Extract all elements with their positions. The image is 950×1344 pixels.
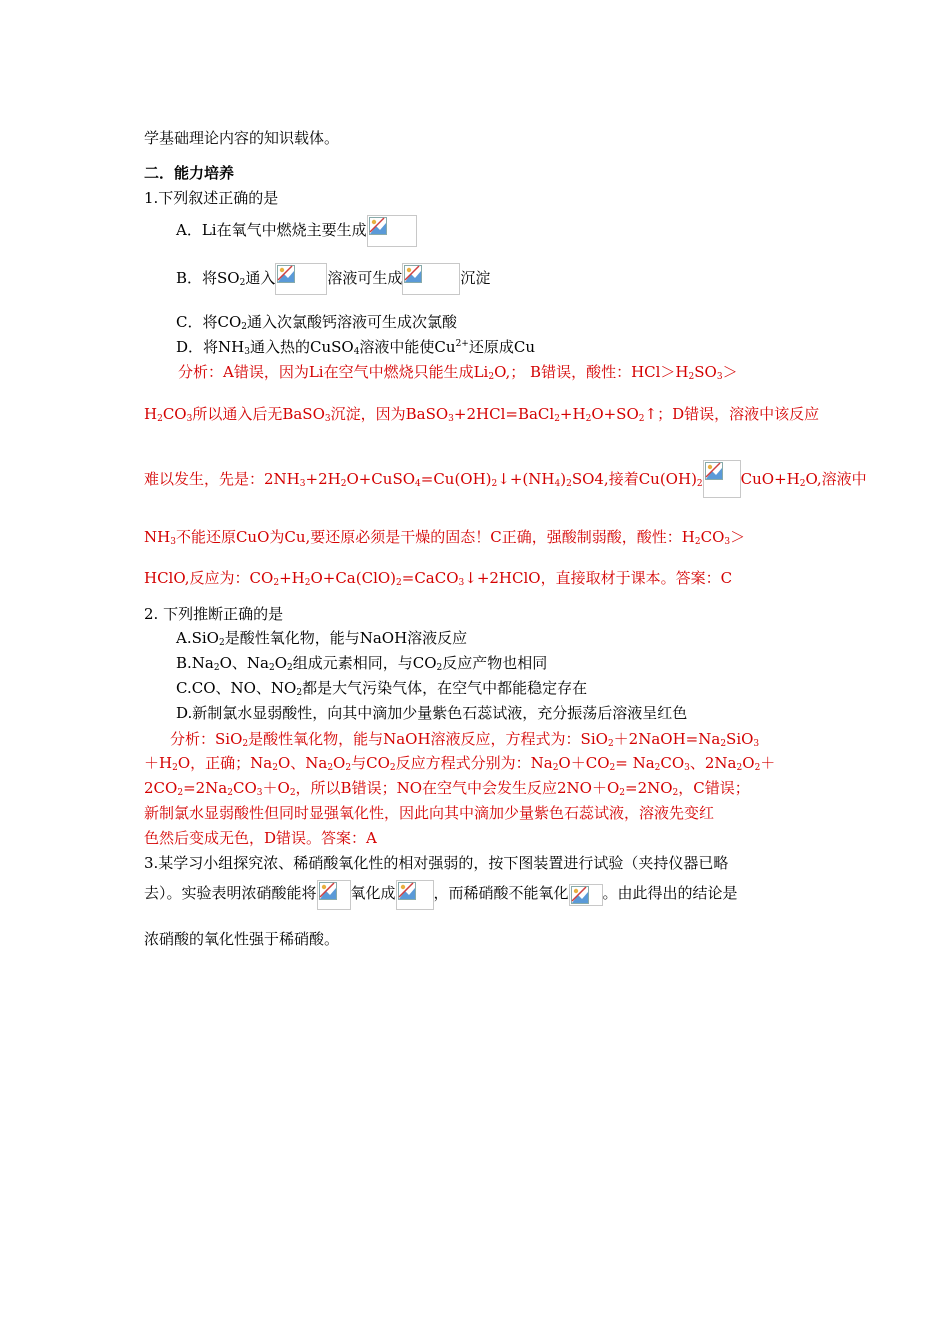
q2-option-a: A.SiO$_2$是酸性氧化物，能与NaOH溶液反应 (176, 629, 468, 648)
q2-stem: 2. 下列推断正确的是 (144, 605, 284, 623)
broken-image-icon (369, 217, 387, 235)
intro-text: 学基础理论内容的知识载体。 (144, 129, 340, 147)
q1-analysis-line-3: 难以发生，先是：$2NH_3+2H_2O+CuSO_4=Cu(OH)_2↓+(NH_4)_2SO4$,接着$Cu(OH)_2$ $CuO+H_2O$,溶液中 (144, 469, 867, 498)
formula-image-placeholder (396, 880, 434, 910)
q2-analysis-line-3: $2CO_2=2Na_2CO_3+O_2$，所以B错误；NO在空气中会发生反应$2NO+O_2=2NO_2$，C错误； (144, 779, 750, 798)
q2-analysis-line-5: 色然后变成无色，D错误。答案：A (144, 829, 377, 847)
broken-image-icon (319, 882, 337, 900)
formula-image-placeholder (569, 884, 603, 906)
q1-analysis-line-1: 分析：A错误，因为Li在空气中燃烧只能生成$Li_2O$,； B错误，酸性：$HCl>H_2SO_3>$ (178, 363, 738, 382)
formula-image-placeholder (402, 263, 460, 295)
section-title: 二．能力培养 (144, 164, 235, 182)
q1-analysis-line-4: $NH_3$不能还原CuO为Cu,要还原必须是干燥的固态！C正确，强酸制弱酸，酸性：$H_2CO_3>$ (144, 528, 746, 547)
q1-option-c: C．将$CO_2$通入次氯酸钙溶液可生成次氯酸 (176, 313, 458, 332)
broken-image-icon (571, 886, 589, 904)
q2-analysis-line-4: 新制氯水显弱酸性但同时显强氧化性，因此向其中滴加少量紫色石蕊试液，溶液先变红 (144, 804, 715, 822)
broken-image-icon (404, 265, 422, 283)
q1-analysis-line-2: $H_2CO_3$所以通入后无BaSO$_3$沉淀，因为$BaSO_3+2HCl=BaCl_2+H_2O+SO_2↑$；D错误，溶液中该反应 (144, 405, 820, 424)
broken-image-icon (398, 882, 416, 900)
q2-option-d: D.新制氯水显弱酸性，向其中滴加少量紫色石蕊试液，充分振荡后溶液呈红色 (176, 704, 688, 722)
q2-analysis-line-1: 分析：SiO$_2$是酸性氧化物，能与NaOH溶液反应，方程式为：$SiO_2+2NaOH=Na_2SiO_3$ (170, 730, 760, 749)
formula-image-placeholder (367, 215, 417, 247)
reaction-arrow-image-placeholder (703, 460, 741, 498)
q1-stem: 1.下列叙述正确的是 (144, 189, 279, 207)
q3-line-2: 去）。实验表明浓硝酸能将 氧化成 ，而稀硝酸不能氧化 。由此得出的结论是 (144, 880, 808, 910)
q1-option-d: D．将$NH_3$通入热的CuSO$_4$溶液中能使$Cu^{2+}$还原成Cu (176, 338, 535, 357)
q1-analysis-line-5: HClO,反应为：$CO_2+H_2O+Ca(ClO)_2=CaCO_3↓+2HClO$，直接取材于课本。答案：C (144, 569, 733, 588)
q2-option-b: $B.Na_2O$、$Na_2O_2$组成元素相同，与$CO_2$反应产物也相同 (176, 654, 548, 673)
q2-option-c: C.CO、NO、$NO_2$都是大气污染气体，在空气中都能稳定存在 (176, 679, 588, 698)
formula-image-placeholder (317, 880, 351, 910)
broken-image-icon (705, 462, 723, 480)
formula-image-placeholder (275, 263, 327, 295)
q2-analysis-line-2: $+H_2O$，正确；$Na_2O$、$Na_2O_2$与$CO_2$反应方程式分别为：$Na_2O+CO_2= Na_2CO_3$、$2Na_2O_2+$ (144, 754, 776, 773)
q3-line-1: 3.某学习小组探究浓、稀硝酸氧化性的相对强弱的，按下图装置进行试验（夹持仪器已略 (144, 854, 729, 872)
broken-image-icon (277, 265, 295, 283)
q1-option-b: B．将$SO_2$通入 溶液可生成 沉淀 (176, 263, 490, 295)
q3-line-3: 浓硝酸的氧化性强于稀硝酸。 (144, 930, 340, 948)
q1-option-a: A．Li在氧气中燃烧主要生成 (176, 215, 417, 247)
